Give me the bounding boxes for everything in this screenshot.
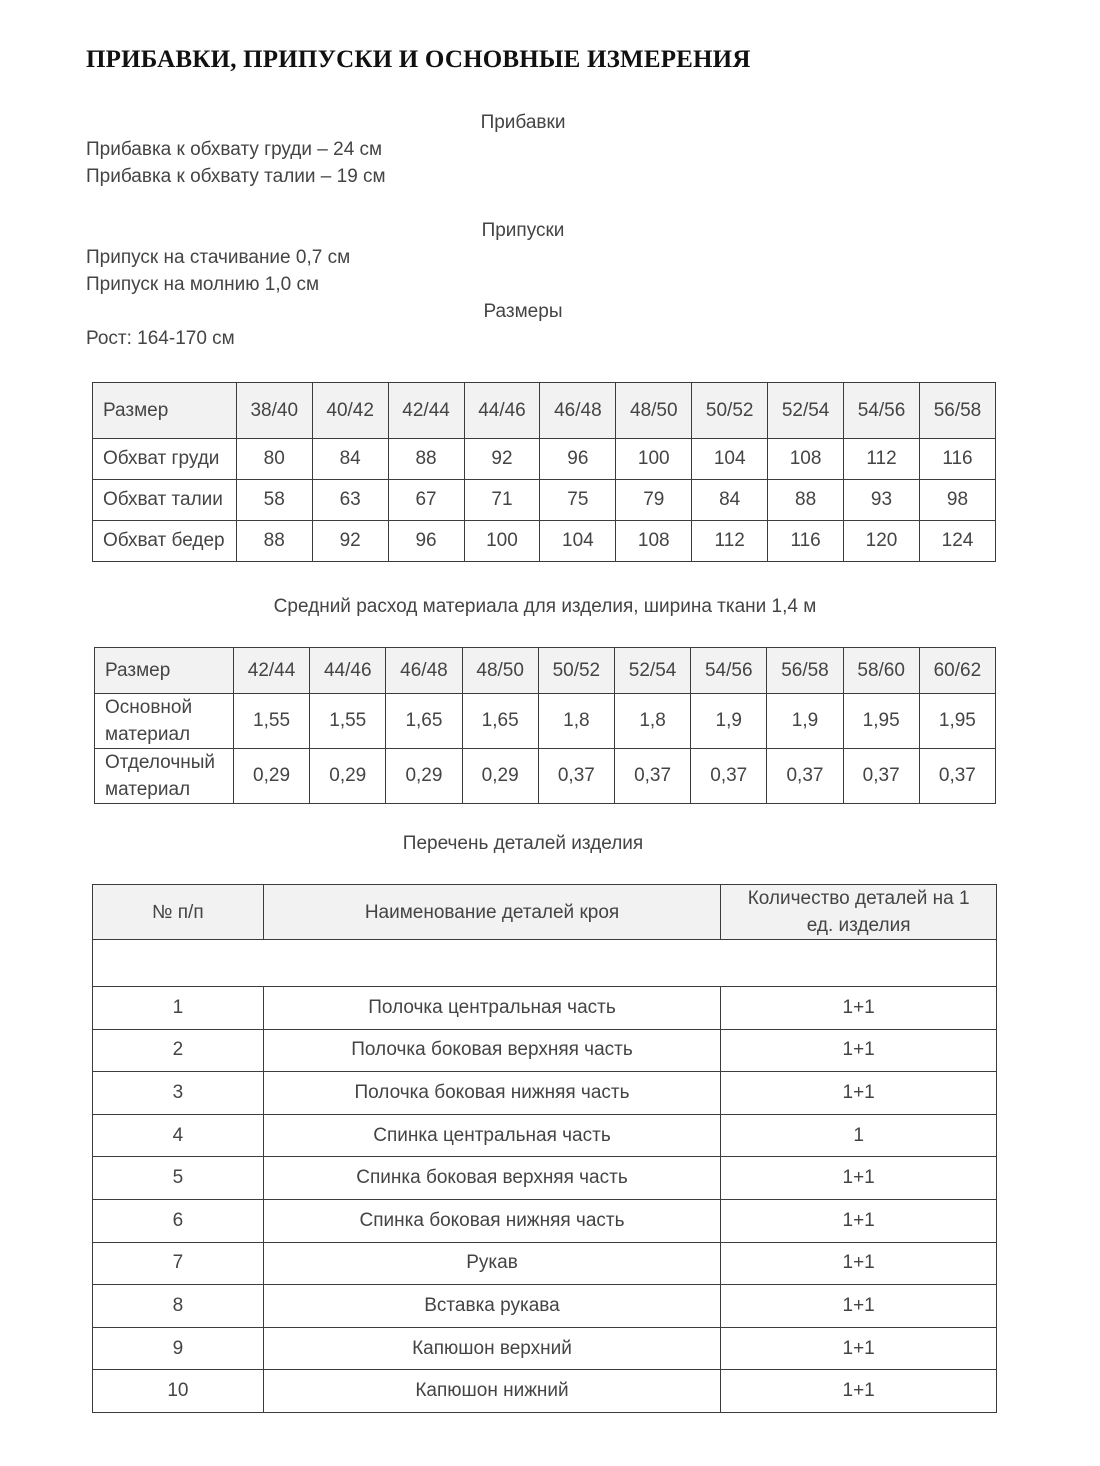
- addition-line: Прибавка к обхвату груди – 24 см: [86, 139, 383, 160]
- additions-heading: Прибавки: [480, 112, 566, 133]
- part-name: Спинка боковая нижняя часть: [263, 1199, 720, 1242]
- table-cell: 1,9: [767, 694, 843, 749]
- table-cell: 0,37: [919, 749, 995, 804]
- table-cell: 1,8: [538, 694, 614, 749]
- table-cell: 92: [312, 521, 388, 562]
- table-cell: 0,37: [538, 749, 614, 804]
- header-cell: Наименование деталей кроя: [263, 885, 720, 940]
- table-row: [93, 1029, 997, 1072]
- table-row: [93, 1370, 997, 1413]
- table-cell: 0,37: [767, 749, 843, 804]
- table-cell: 1,9: [691, 694, 767, 749]
- part-quantity: 1+1: [721, 987, 997, 1030]
- part-quantity: 1+1: [721, 1327, 997, 1370]
- parts-list-table: [92, 884, 997, 1413]
- table-cell: 88: [388, 439, 464, 480]
- table-row: [93, 1114, 997, 1157]
- header-cell: 54/56: [691, 648, 767, 694]
- table-header-row: [93, 383, 996, 439]
- header-cell: 56/58: [919, 383, 995, 439]
- row-label: Обхват груди: [93, 439, 237, 480]
- table-cell: 100: [464, 521, 540, 562]
- table-row: [93, 1157, 997, 1200]
- header-cell: 60/62: [919, 648, 995, 694]
- header-cell: 48/50: [462, 648, 538, 694]
- header-cell: 42/44: [233, 648, 309, 694]
- header-cell: 48/50: [616, 383, 692, 439]
- table-cell: 67: [388, 480, 464, 521]
- table-cell: 0,29: [310, 749, 386, 804]
- table-cell: 80: [236, 439, 312, 480]
- header-cell: 52/54: [768, 383, 844, 439]
- part-name: Спинка боковая верхняя часть: [263, 1157, 720, 1200]
- header-cell: 54/56: [844, 383, 920, 439]
- table-cell: 92: [464, 439, 540, 480]
- table-row: [93, 521, 996, 562]
- row-label: [95, 694, 234, 749]
- page-title: ПРИБАВКИ, ПРИПУСКИ И ОСНОВНЫЕ ИЗМЕРЕНИЯ: [86, 46, 751, 73]
- table-cell: 124: [919, 521, 995, 562]
- table-cell: 1,8: [614, 694, 690, 749]
- table-cell: 1,95: [919, 694, 995, 749]
- table-cell: 0,37: [691, 749, 767, 804]
- table-cell: 112: [844, 439, 920, 480]
- table-cell: 0,29: [462, 749, 538, 804]
- blank-row: [93, 940, 997, 987]
- table-cell: 1,65: [462, 694, 538, 749]
- part-quantity: 1+1: [721, 1072, 997, 1115]
- part-number: 1: [93, 987, 264, 1030]
- part-number: 10: [93, 1370, 264, 1413]
- addition-line: Прибавка к обхвату талии – 19 см: [86, 166, 386, 187]
- part-number: 4: [93, 1114, 264, 1157]
- header-cell: 56/58: [767, 648, 843, 694]
- row-label: Обхват бедер: [93, 521, 237, 562]
- table-header-row: [93, 885, 997, 940]
- table-cell: 0,29: [233, 749, 309, 804]
- table-cell: 104: [540, 521, 616, 562]
- consumption-heading: Средний расход материала для изделия, ширина ткани 1,4 м: [273, 596, 817, 617]
- table-cell: 0,37: [843, 749, 919, 804]
- table-row: [93, 987, 997, 1030]
- table-cell: 79: [616, 480, 692, 521]
- table-cell: 58: [236, 480, 312, 521]
- part-number: 8: [93, 1285, 264, 1328]
- table-row: [93, 1242, 997, 1285]
- row-label-line: Основной: [105, 697, 193, 718]
- table-cell: 71: [464, 480, 540, 521]
- blank-cell: [93, 940, 997, 987]
- table-row: [93, 1285, 997, 1328]
- part-name: Рукав: [263, 1242, 720, 1285]
- table-cell: 63: [312, 480, 388, 521]
- part-name: Полочка центральная часть: [263, 987, 720, 1030]
- part-quantity: 1+1: [721, 1370, 997, 1413]
- parts-heading: Перечень деталей изделия: [402, 833, 644, 854]
- header-cell: 52/54: [614, 648, 690, 694]
- part-number: 9: [93, 1327, 264, 1370]
- size-measurements-table: [92, 382, 996, 562]
- row-label-line: материал: [105, 724, 191, 745]
- table-cell: 1,55: [310, 694, 386, 749]
- part-number: 3: [93, 1072, 264, 1115]
- part-number: 2: [93, 1029, 264, 1072]
- part-name: Спинка центральная часть: [263, 1114, 720, 1157]
- table-cell: 1,55: [233, 694, 309, 749]
- table-cell: 100: [616, 439, 692, 480]
- header-cell: 44/46: [464, 383, 540, 439]
- table-row: [93, 1199, 997, 1242]
- part-quantity: 1+1: [721, 1157, 997, 1200]
- header-cell: 58/60: [843, 648, 919, 694]
- table-cell: 1,65: [386, 694, 462, 749]
- header-line: ед. изделия: [806, 915, 911, 936]
- table-cell: 88: [236, 521, 312, 562]
- allowance-line: Припуск на молнию 1,0 см: [86, 274, 320, 295]
- table-cell: 1,95: [843, 694, 919, 749]
- table-cell: 108: [616, 521, 692, 562]
- header-line: Количество деталей на 1: [747, 888, 970, 909]
- header-cell: 38/40: [236, 383, 312, 439]
- table-row: [93, 1327, 997, 1370]
- table-cell: 75: [540, 480, 616, 521]
- header-cell: 50/52: [692, 383, 768, 439]
- table-cell: 88: [768, 480, 844, 521]
- header-cell: 40/42: [312, 383, 388, 439]
- part-name: Полочка боковая верхняя часть: [263, 1029, 720, 1072]
- header-cell: [721, 885, 997, 940]
- table-cell: 0,29: [386, 749, 462, 804]
- table-cell: 112: [692, 521, 768, 562]
- header-cell: 50/52: [538, 648, 614, 694]
- part-number: 7: [93, 1242, 264, 1285]
- part-name: Капюшон нижний: [263, 1370, 720, 1413]
- table-cell: 93: [844, 480, 920, 521]
- header-cell: 42/44: [388, 383, 464, 439]
- table-row: [95, 749, 996, 804]
- sizes-heading: Размеры: [483, 301, 563, 322]
- part-name: Капюшон верхний: [263, 1327, 720, 1370]
- header-cell: № п/п: [93, 885, 264, 940]
- table-cell: 98: [919, 480, 995, 521]
- height-line: Рост: 164-170 см: [86, 328, 235, 349]
- table-row: [93, 480, 996, 521]
- table-cell: 84: [312, 439, 388, 480]
- table-cell: 96: [388, 521, 464, 562]
- row-label: [95, 749, 234, 804]
- header-cell: 46/48: [386, 648, 462, 694]
- table-cell: 104: [692, 439, 768, 480]
- part-number: 6: [93, 1199, 264, 1242]
- table-header-row: [95, 648, 996, 694]
- table-row: [93, 439, 996, 480]
- part-quantity: 1+1: [721, 1285, 997, 1328]
- part-quantity: 1+1: [721, 1199, 997, 1242]
- header-cell: 44/46: [310, 648, 386, 694]
- table-cell: 120: [844, 521, 920, 562]
- table-cell: 0,37: [614, 749, 690, 804]
- table-row: [95, 694, 996, 749]
- header-cell: Размер: [95, 648, 234, 694]
- header-cell: Размер: [93, 383, 237, 439]
- row-label-line: Отделочный: [105, 752, 215, 773]
- table-cell: 116: [768, 521, 844, 562]
- table-cell: 108: [768, 439, 844, 480]
- part-name: Полочка боковая нижняя часть: [263, 1072, 720, 1115]
- part-number: 5: [93, 1157, 264, 1200]
- table-cell: 116: [919, 439, 995, 480]
- row-label: Обхват талии: [93, 480, 237, 521]
- table-cell: 96: [540, 439, 616, 480]
- part-name: Вставка рукава: [263, 1285, 720, 1328]
- part-quantity: 1: [721, 1114, 997, 1157]
- part-quantity: 1+1: [721, 1029, 997, 1072]
- allowances-heading: Припуски: [481, 220, 565, 241]
- header-cell: 46/48: [540, 383, 616, 439]
- row-label-line: материал: [105, 779, 191, 800]
- table-row: [93, 1072, 997, 1115]
- material-consumption-table: [94, 647, 996, 804]
- allowance-line: Припуск на стачивание 0,7 см: [86, 247, 351, 268]
- part-quantity: 1+1: [721, 1242, 997, 1285]
- table-cell: 84: [692, 480, 768, 521]
